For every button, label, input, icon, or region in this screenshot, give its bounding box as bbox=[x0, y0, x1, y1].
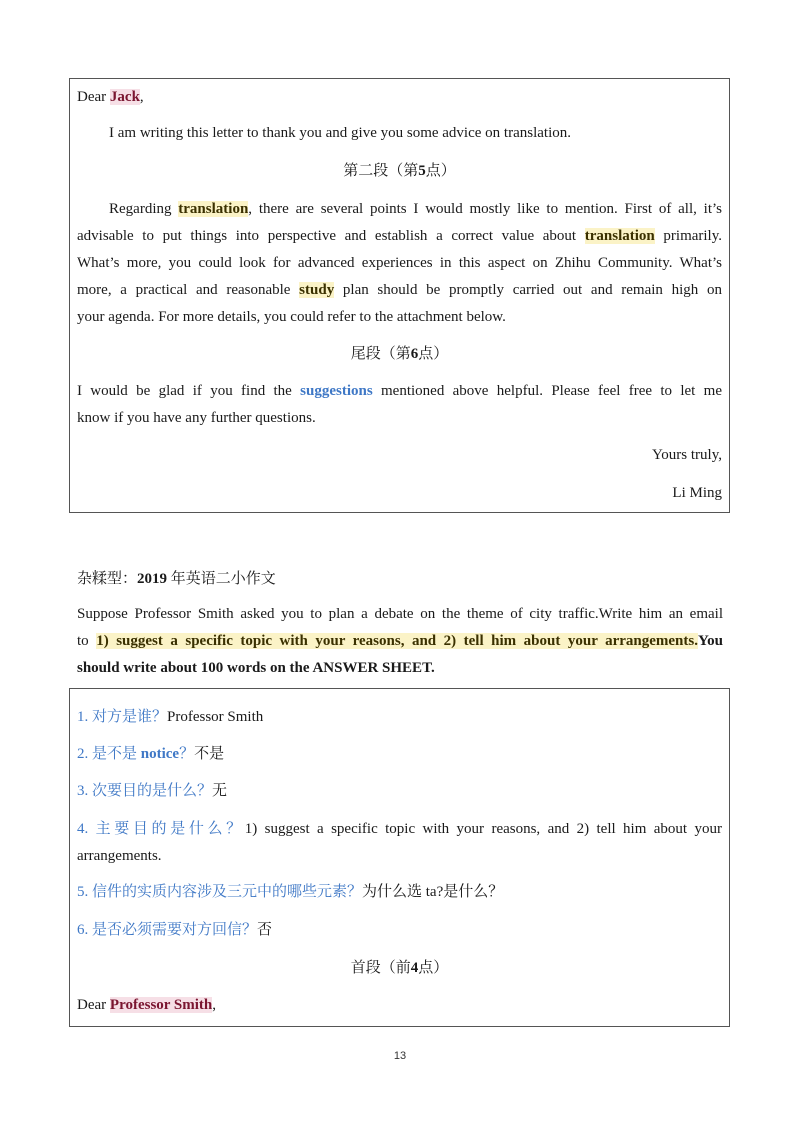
letter-signature: Li Ming bbox=[672, 485, 722, 501]
section-heading-text: 点） bbox=[418, 960, 449, 976]
greeting-prefix: Dear bbox=[77, 997, 110, 1013]
task-line-1: Suppose Professor Smith asked you to plan a debate on the theme of city traffic.Write him an email bbox=[77, 606, 723, 622]
answer-text: 否 bbox=[257, 922, 273, 938]
question-text: 3. 次要目的是什么？ bbox=[77, 783, 213, 799]
question-1 bbox=[77, 707, 722, 727]
task-heading-text: 杂糅型： bbox=[77, 571, 138, 587]
question-2 bbox=[77, 744, 722, 764]
question-4-cont: arrangements. bbox=[77, 848, 162, 864]
letter-box bbox=[69, 78, 730, 513]
text: , there are several points I would mostly like to mention. First of all, it’s bbox=[248, 201, 722, 217]
section-heading-3 bbox=[77, 344, 722, 364]
section-heading-2 bbox=[77, 161, 722, 181]
section-heading-text: 首段（前 bbox=[350, 960, 411, 976]
recipient-name: Professor Smith bbox=[109, 997, 213, 1013]
keyword: notice bbox=[140, 746, 180, 762]
task-heading-text: 年英语二小作文 bbox=[167, 571, 276, 587]
task-heading bbox=[77, 569, 723, 589]
keyword: translation bbox=[584, 228, 655, 244]
paragraph-2-line-5: your agenda. For more details, you could refer to the attachment below. bbox=[77, 309, 506, 325]
question-5 bbox=[77, 882, 722, 902]
keyword: study bbox=[299, 282, 335, 298]
section-heading-text: 第二段（第 bbox=[343, 163, 419, 179]
task-line-2 bbox=[77, 631, 723, 651]
paragraph-2-line-1 bbox=[109, 199, 722, 219]
letter-2-greeting bbox=[77, 995, 722, 1015]
letter-intro: I am writing this letter to thank you and give you some advice on translation. bbox=[109, 125, 571, 141]
greeting-suffix: , bbox=[139, 89, 144, 105]
question-text: 2. 是不是 bbox=[77, 746, 141, 762]
text: You bbox=[697, 633, 723, 649]
text: primarily. bbox=[654, 228, 723, 244]
section-heading-num: 4 bbox=[410, 960, 419, 976]
recipient-name: Jack bbox=[109, 89, 140, 105]
answer-text: 无 bbox=[212, 783, 228, 799]
greeting-suffix: , bbox=[212, 997, 217, 1013]
question-6 bbox=[77, 920, 722, 940]
text: mentioned above helpful. Please feel free to let me bbox=[372, 383, 722, 399]
answer-text: 为什么选 ta?是什么？ bbox=[362, 884, 504, 900]
text: should write about 100 words on the ANSWER SHEET. bbox=[77, 660, 435, 676]
text: I would be glad if you find the bbox=[77, 383, 301, 399]
answer-text: Professor Smith bbox=[167, 709, 264, 725]
keyword: 1) suggest a specific topic with your reasons, and 2) tell him about your arrangements. bbox=[96, 633, 698, 649]
question-text: ？ bbox=[179, 746, 195, 762]
letter-greeting bbox=[77, 87, 722, 107]
answer-text: 不是 bbox=[194, 746, 225, 762]
analysis-box bbox=[69, 688, 730, 1027]
text: advisable to put things into perspective and establish a correct value about bbox=[77, 228, 585, 244]
keyword: suggestions bbox=[300, 383, 373, 399]
question-text: 5. 信件的实质内容涉及三元中的哪些元素？ bbox=[77, 884, 363, 900]
text: to bbox=[77, 633, 97, 649]
paragraph-3-line-1 bbox=[77, 381, 722, 401]
section-heading-1 bbox=[77, 958, 722, 978]
page-number: 13 bbox=[393, 1050, 407, 1062]
letter-closing: Yours truly, bbox=[651, 447, 722, 463]
question-3 bbox=[77, 781, 722, 801]
text: more, a practical and reasonable bbox=[77, 282, 300, 298]
paragraph-2-line-3: What’s more, you could look for advanced experiences in this aspect on Zhihu Community. What’s bbox=[77, 255, 722, 271]
section-heading-text: 点） bbox=[425, 163, 456, 179]
task-heading-year: 2019 bbox=[137, 571, 168, 587]
greeting-prefix: Dear bbox=[77, 89, 110, 105]
paragraph-2-line-4 bbox=[77, 280, 722, 300]
text: plan should be promptly carried out and remain high on bbox=[334, 282, 722, 298]
text: Regarding bbox=[109, 201, 179, 217]
section-heading-num: 6 bbox=[410, 346, 419, 362]
paragraph-2-line-2 bbox=[77, 226, 722, 246]
question-text: 6. 是否必须需要对方回信？ bbox=[77, 922, 258, 938]
section-heading-text: 尾段（第 bbox=[350, 346, 411, 362]
keyword: translation bbox=[178, 201, 249, 217]
section-heading-num: 5 bbox=[418, 163, 426, 179]
section-heading-text: 点） bbox=[418, 346, 449, 362]
question-4 bbox=[77, 819, 722, 839]
task-line-3 bbox=[77, 658, 723, 678]
question-text: 4. 主要目的是什么？ bbox=[77, 821, 245, 837]
answer-text: 1) suggest a specific topic with your reasons, and 2) tell him about your bbox=[244, 821, 722, 837]
paragraph-3-line-2: know if you have any further questions. bbox=[77, 410, 316, 426]
question-text: 1. 对方是谁？ bbox=[77, 709, 168, 725]
